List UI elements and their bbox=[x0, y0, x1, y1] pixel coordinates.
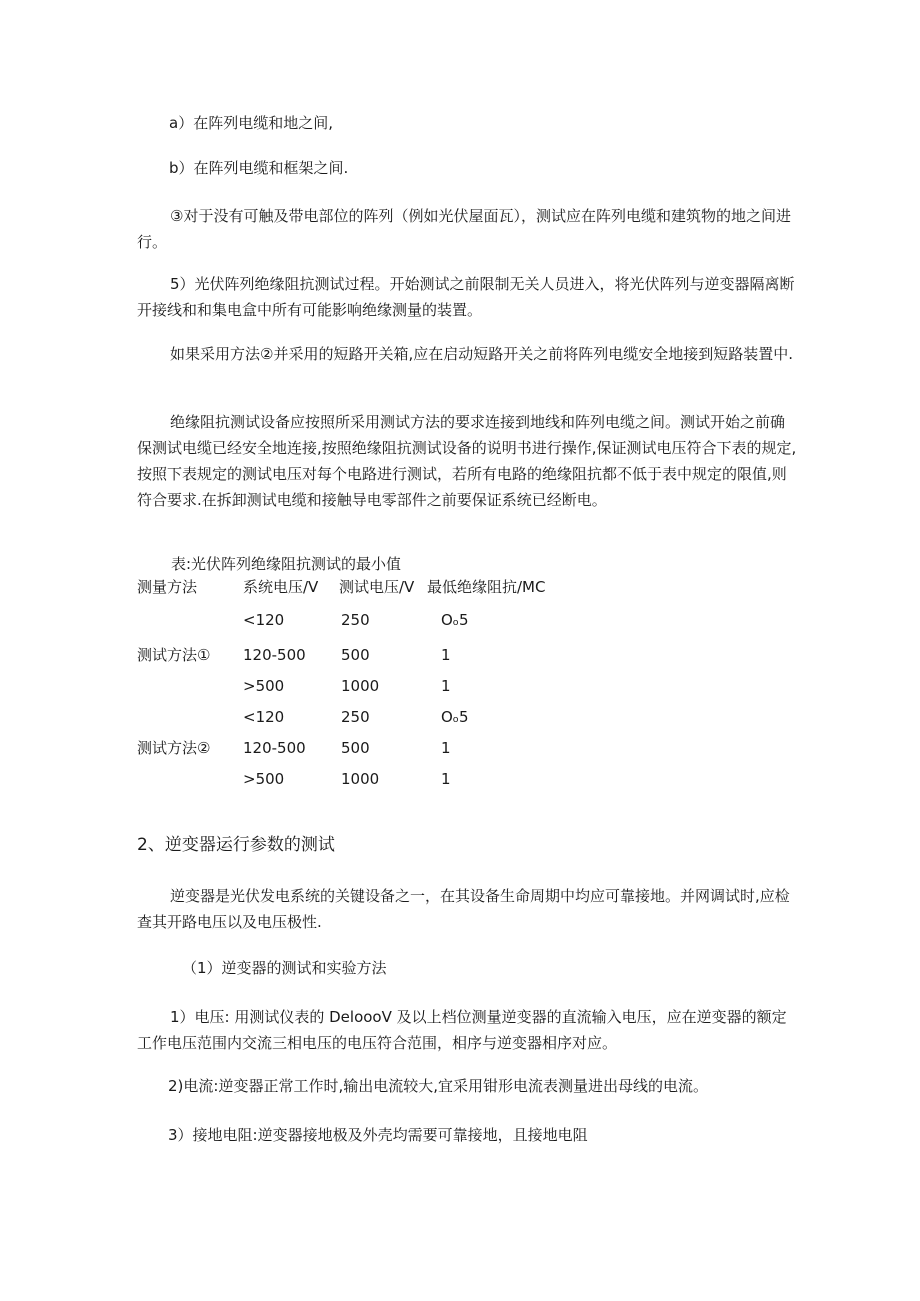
table-cell-min-resistance: 1 bbox=[441, 739, 451, 757]
table-cell-min-resistance: Oₒ5 bbox=[441, 708, 469, 726]
paragraph-inverter: 逆变器是光伏发电系统的关键设备之一，在其设备生命周期中均应可靠接地。并网调试时,应检查其开路电压以及电压极性. bbox=[137, 887, 790, 931]
table-cell-min-resistance: 1 bbox=[441, 677, 451, 695]
item-voltage: 1）电压: 用测试仪表的 DelooоV 及以上档位测量逆变器的直流输入电压，应在逆变器的额定工作电压范围内交流三相电压的电压符合范围，相序与逆变器相序对应。 bbox=[137, 1008, 787, 1052]
table-cell-system-voltage: <120 bbox=[243, 611, 285, 629]
table-method-label: 测试方法① bbox=[137, 646, 211, 664]
table-cell-test-voltage: 1000 bbox=[341, 770, 380, 788]
item-current: 2)电流:逆变器正常工作时,输出电流较大,宜采用钳形电流表测量进出母线的电流。 bbox=[168, 1077, 708, 1095]
table-caption: 表:光伏阵列绝缘阻抗测试的最小值 bbox=[171, 555, 402, 573]
table-cell-system-voltage: <120 bbox=[243, 708, 285, 726]
table-header-method: 测量方法 bbox=[137, 578, 198, 596]
item-a: a）在阵列电缆和地之间, bbox=[169, 114, 333, 132]
table-cell-test-voltage: 250 bbox=[341, 611, 370, 629]
table-cell-test-voltage: 1000 bbox=[341, 677, 380, 695]
table-cell-min-resistance: 1 bbox=[441, 770, 451, 788]
paragraph-item-3: ③对于没有可触及带电部位的阵列（例如光伏屋面瓦），测试应在阵列电缆和建筑物的地之间进行。 bbox=[137, 207, 791, 251]
table-cell-system-voltage: >500 bbox=[243, 770, 285, 788]
table-cell-test-voltage: 250 bbox=[341, 708, 370, 726]
item-ground: 3）接地电阻:逆变器接地极及外壳均需要可靠接地，且接地电阻 bbox=[168, 1126, 588, 1144]
table-cell-min-resistance: Oₒ5 bbox=[441, 611, 469, 629]
table-cell-test-voltage: 500 bbox=[341, 739, 370, 757]
paragraph-method-2: 如果采用方法②并采用的短路开关箱,应在启动短路开关之前将阵列电缆安全地接到短路装置中. bbox=[170, 345, 793, 363]
table-header-test-voltage: 测试电压/V bbox=[339, 578, 415, 596]
table-cell-system-voltage: >500 bbox=[243, 677, 285, 695]
table-cell-min-resistance: 1 bbox=[441, 646, 451, 664]
table-cell-system-voltage: 120-500 bbox=[243, 739, 306, 757]
paragraph-item-5: 5）光伏阵列绝缘阻抗测试过程。开始测试之前限制无关人员进入，将光伏阵列与逆变器隔离断开接线和和集电盒中所有可能影响绝缘测量的装置。 bbox=[137, 275, 795, 319]
table-cell-test-voltage: 500 bbox=[341, 646, 370, 664]
sub-heading: （1）逆变器的测试和实验方法 bbox=[182, 959, 387, 977]
item-b: b）在阵列电缆和框架之间. bbox=[169, 159, 349, 177]
paragraph-equipment: 绝缘阻抗测试设备应按照所采用测试方法的要求连接到地线和阵列电缆之间。测试开始之前确保测试电缆已经安全地连接,按照绝缘阻抗测试设备的说明书进行操作,保证测试电压符合下表的规定,按照下表规定的测试电压对每个电路进行测试，若所有电路的绝缘阻抗都不低于表中规定的限值,则符合要求.在拆卸测试电缆和接触导电零部件之前要保证系统已经断电。 bbox=[137, 413, 797, 509]
table-method-label: 测试方法② bbox=[137, 739, 211, 757]
table-header-min-resistance: 最低绝缘阻抗/MC bbox=[427, 578, 546, 596]
section-heading: 2、逆变器运行参数的测试 bbox=[137, 835, 335, 855]
table-header-system-voltage: 系统电压/V bbox=[243, 578, 319, 596]
table-cell-system-voltage: 120-500 bbox=[243, 646, 306, 664]
